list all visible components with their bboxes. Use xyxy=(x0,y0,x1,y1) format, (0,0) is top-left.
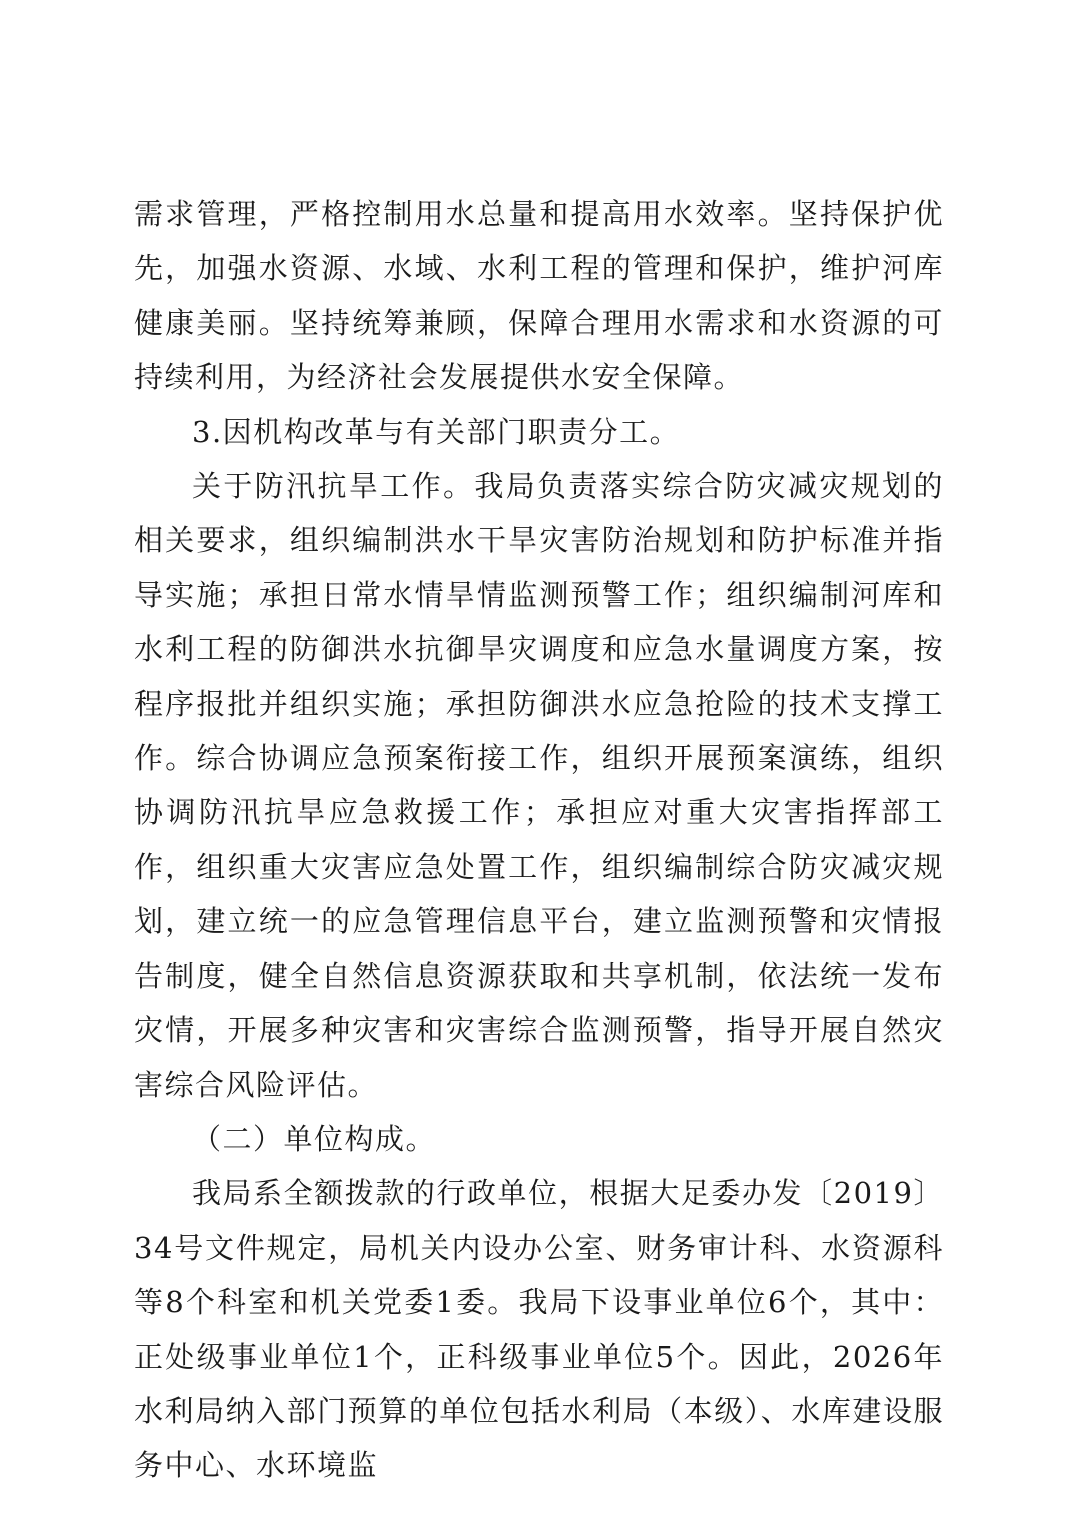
paragraph-unit-composition-body: 我局系全额拨款的行政单位，根据大足委办发〔2019〕34号文件规定，局机关内设办公室、财务审计科、水资源科等8个科室和机关党委1委。我局下设事业单位6个，其中：正处级事业单位1个，正科级事业单位5个。因此，2026年水利局纳入部门预算的单位包括水利局（本级）、水库建设服务中心、水环境监 xyxy=(134,1176,944,1483)
document-body xyxy=(134,187,944,1493)
paragraph-water-demand-continued: 需求管理，严格控制用水总量和提高用水效率。坚持保护优先，加强水资源、水域、水利工程的管理和保护，维护河库健康美丽。坚持统筹兼顾，保障合理用水需求和水资源的可持续利用，为经济社会发展提供水安全保障。 xyxy=(134,197,944,395)
paragraph-unit-composition-heading: （二）单位构成。 xyxy=(192,1121,437,1156)
paragraph-section-3-heading: 3.因机构改革与有关部门职责分工。 xyxy=(192,414,681,449)
paragraph-flood-drought-duties: 关于防汛抗旱工作。我局负责落实综合防灾减灾规划的相关要求，组织编制洪水干旱灾害防治规划和防护标准并指导实施；承担日常水情旱情监测预警工作；组织编制河库和水利工程的防御洪水抗御旱灾调度和应急水量调度方案，按程序报批并组织实施；承担防御洪水应急抢险的技术支撑工作。综合协调应急预案衔接工作，组织开展预案演练，组织协调防汛抗旱应急救援工作；承担应对重大灾害指挥部工作，组织重大灾害应急处置工作，组织编制综合防灾减灾规划，建立统一的应急管理信息平台，建立监测预警和灾情报告制度，健全自然信息资源获取和共享机制，依法统一发布灾情，开展多种灾害和灾害综合监测预警，指导开展自然灾害综合风险评估。 xyxy=(134,469,944,1102)
